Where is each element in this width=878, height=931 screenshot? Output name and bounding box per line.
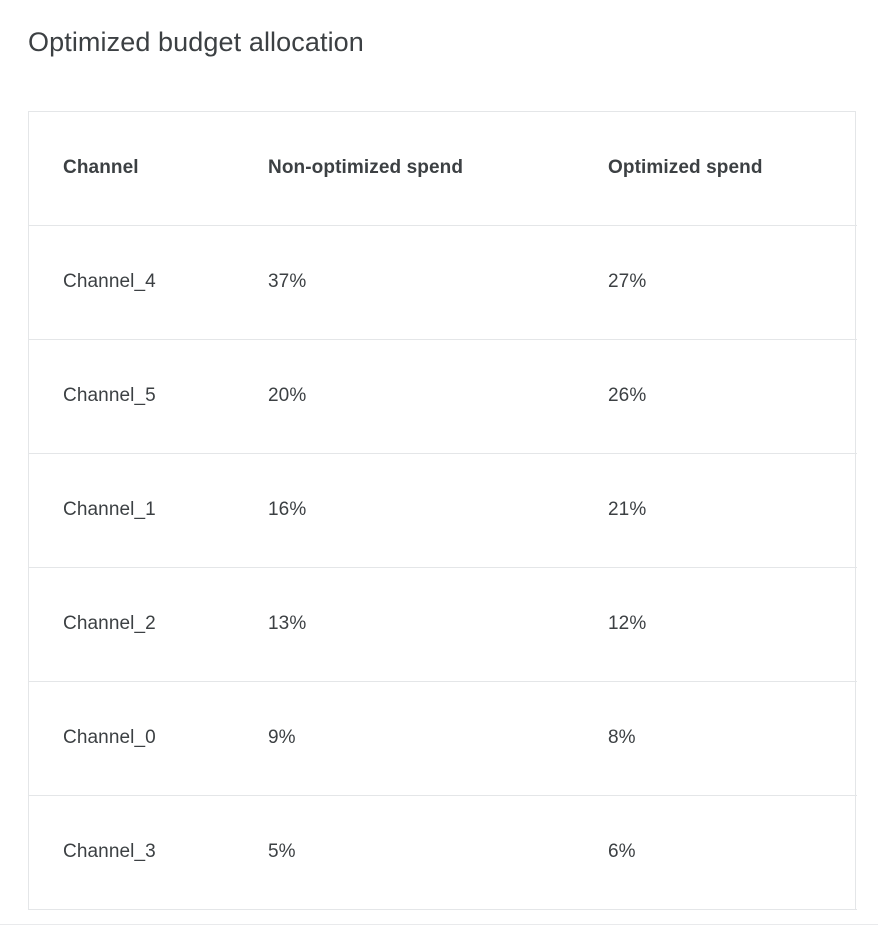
cell-non-optimized-spend: 16% [234, 453, 574, 567]
table-row [29, 567, 857, 681]
cell-channel: Channel_0 [29, 681, 234, 795]
cell-optimized-spend: 6% [574, 795, 857, 909]
cell-channel: Channel_5 [29, 339, 234, 453]
column-header-optimized-spend: Optimized spend [574, 112, 857, 225]
cell-channel: Channel_3 [29, 795, 234, 909]
cell-channel: Channel_1 [29, 453, 234, 567]
cell-optimized-spend: 8% [574, 681, 857, 795]
table-row [29, 795, 857, 909]
table-header-row [29, 112, 857, 225]
cell-optimized-spend: 27% [574, 225, 857, 339]
cell-channel: Channel_2 [29, 567, 234, 681]
cell-non-optimized-spend: 5% [234, 795, 574, 909]
page-title: Optimized budget allocation [28, 27, 364, 57]
budget-allocation-table-card [28, 111, 856, 910]
cell-non-optimized-spend: 9% [234, 681, 574, 795]
table-body [29, 225, 857, 909]
column-header-channel: Channel [29, 112, 234, 225]
column-header-non-optimized-spend: Non-optimized spend [234, 112, 574, 225]
table-row [29, 339, 857, 453]
cell-channel: Channel_4 [29, 225, 234, 339]
table-row [29, 453, 857, 567]
budget-allocation-table [29, 112, 857, 910]
cell-non-optimized-spend: 13% [234, 567, 574, 681]
table-header [29, 112, 857, 225]
cell-optimized-spend: 26% [574, 339, 857, 453]
cell-non-optimized-spend: 37% [234, 225, 574, 339]
table-row [29, 681, 857, 795]
cell-non-optimized-spend: 20% [234, 339, 574, 453]
cell-optimized-spend: 21% [574, 453, 857, 567]
cell-optimized-spend: 12% [574, 567, 857, 681]
table-row [29, 225, 857, 339]
